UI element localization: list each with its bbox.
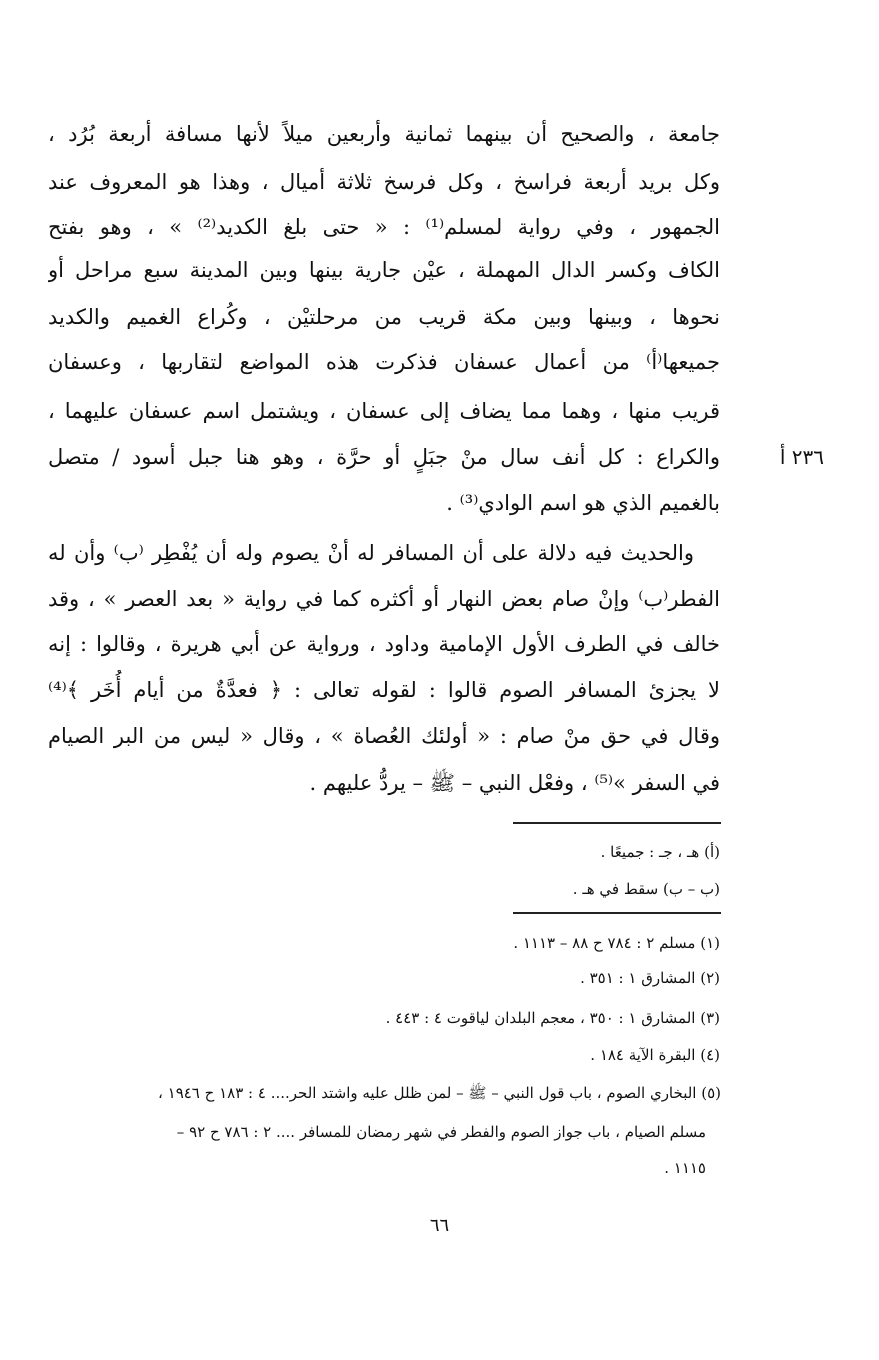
body-line: جميعها⁽أ⁾ من أعمال عسفان فذكرت هذه المواضع لتقاربها ، وعسفان: [48, 350, 720, 374]
body-line: لا يجزئ المسافر الصوم قالوا : لقوله تعالى : ﴿ فعدَّةٌ من أيام أُخَر ﴾⁽⁴⁾: [48, 678, 720, 702]
footnote: (١) مسلم ٢ : ٧٨٤ ح ٨٨ – ١١١٣ .: [513, 934, 720, 952]
body-line: الفطر⁽ب⁾ وإنْ صام بعض النهار أو أكثره كما في رواية « بعد العصر » ، وقد: [48, 587, 720, 611]
margin-folio-note: ٢٣٦ أ: [779, 445, 824, 469]
page-number: ٦٦: [429, 1215, 450, 1236]
body-line: خالف في الطرف الأول الإمامية وداود ، ورواية عن أبي هريرة ، وقالوا : إنه: [48, 632, 720, 656]
body-line: قريب منها ، وهما مما يضاف إلى عسفان ، ويشتمل اسم عسفان عليهما ،: [48, 399, 720, 423]
body-line: نحوها ، وبينها وبين مكة قريب من مرحلتيْن ، وكُراع الغميم والكديد: [48, 305, 720, 329]
body-line: الكاف وكسر الدال المهملة ، عيْن جارية بينها وبين المدينة سبع مراحل أو: [48, 258, 720, 282]
body-line: بالغميم الذي هو اسم الوادي⁽³⁾ .: [446, 491, 720, 515]
body-line: جامعة ، والصحيح أن بينهما ثمانية وأربعين ميلاً لأنها مسافة أربعة بُرُد ،: [48, 122, 720, 146]
variant-notes-rule: [513, 822, 721, 824]
body-line: في السفر »⁽⁵⁾ ، وفعْل النبي – ﷺ – يردُّ عليهم .: [309, 771, 720, 795]
footnote-continuation: مسلم الصيام ، باب جواز الصوم والفطر في شهر رمضان للمسافر .... ٢ : ٧٨٦ ح ٩٢ –: [176, 1123, 706, 1141]
footnote: (٤) البقرة الآية ١٨٤ .: [590, 1046, 720, 1064]
footnote: (٢) المشارق ١ : ٣٥١ .: [580, 969, 720, 987]
body-line: وكل بريد أربعة فراسخ ، وكل فرسخ ثلاثة أميال ، وهذا هو المعروف عند: [48, 170, 720, 194]
paragraph-first-line: والحديث فيه دلالة على أن المسافر له أنْ يصوم وله أن يُفْطِر ⁽ب⁾ وأن له: [48, 541, 694, 565]
footnote-continuation: ١١١٥ .: [664, 1159, 706, 1177]
body-line: وقال في حق منْ صام : « أولئك العُصاة » ، وقال « ليس من البر الصيام: [48, 724, 720, 748]
footnote: (٥) البخاري الصوم ، باب قول النبي – ﷺ – لمن ظلل عليه واشتد الحر.... ٤ : ١٨٣ ح ١٩٤٦ ،: [158, 1084, 721, 1102]
body-line: والكراع : كل أنف سال منْ جبَلٍ أو حرَّة ، وهو هنا جبل أسود / متصل: [48, 445, 720, 469]
variant-note: (أ) هـ ، جـ : جميعًا .: [600, 843, 720, 861]
body-line: الجمهور ، وفي رواية لمسلم⁽¹⁾ : « حتى بلغ الكديد⁽²⁾ » ، وهو بفتح: [48, 215, 720, 239]
footnote: (٣) المشارق ١ : ٣٥٠ ، معجم البلدان لياقوت ٤ : ٤٤٣ .: [385, 1009, 720, 1027]
footnotes-rule: [513, 912, 721, 914]
variant-note: (ب – ب) سقط في هـ .: [572, 880, 720, 898]
